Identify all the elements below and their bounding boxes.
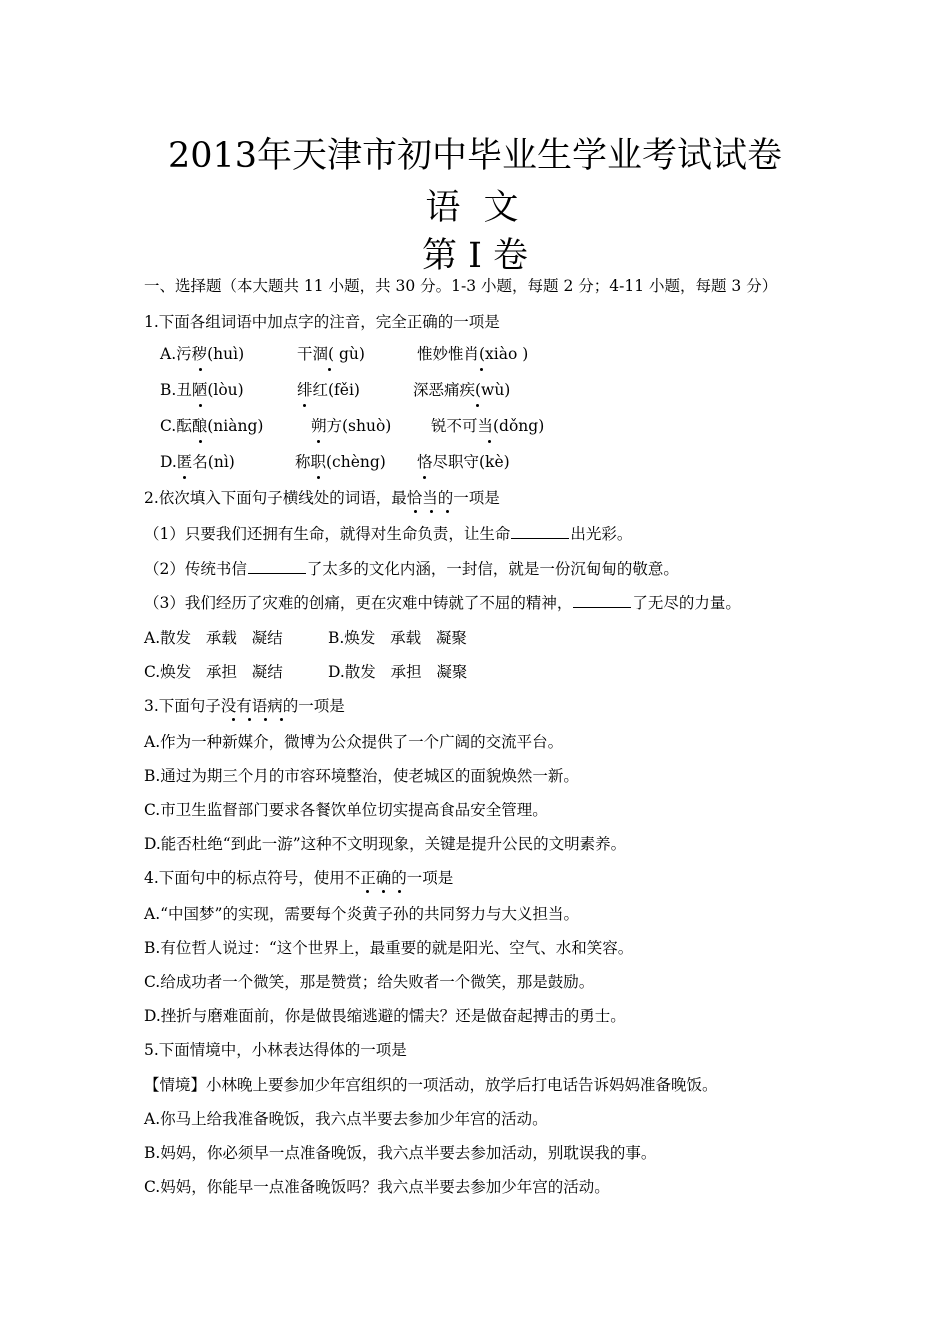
q2-option-d: D.散发 承担 凝聚	[328, 663, 468, 681]
emphasis-dot	[199, 440, 202, 443]
emphasis-dot	[328, 368, 331, 371]
q1-row-a-col3: 惟妙惟肖(xiào )	[417, 345, 529, 363]
volume-title: 第 I 卷	[421, 236, 529, 276]
emphasis-dot	[446, 510, 449, 513]
emphasis-dot	[199, 368, 202, 371]
q4-option-b: B.有位哲人说过：“这个世界上，最重要的就是阳光、空气、水和笑容。	[144, 939, 634, 957]
q1-row-c-col2: 朔方(shuò)	[311, 417, 392, 435]
answer-blank	[573, 593, 631, 608]
emphasis-dot	[430, 510, 433, 513]
emphasis-dot	[398, 890, 401, 893]
q1-row-b-col2: 绯红(fěi)	[297, 381, 360, 399]
q2-sentence-3: （3）我们经历了灾难的创痛，更在灾难中铸就了不屈的精神， 了无尽的力量。	[144, 594, 741, 612]
q5-option-b: B.妈妈，你必须早一点准备晚饭，我六点半要去参加活动，别耽误我的事。	[144, 1144, 657, 1162]
q1-row-a-col1: A.污秽(huì)	[160, 345, 245, 363]
answer-blank	[248, 559, 306, 574]
q2-option-b: B.焕发 承载 凝聚	[328, 629, 467, 647]
q3-option-d: D.能否杜绝“到此一游”这种不文明现象，关键是提升公民的文明素养。	[144, 835, 627, 853]
emphasis-dot	[423, 476, 426, 479]
q1-row-c-col1: C.酝酿(niàng)	[160, 417, 264, 435]
q1-row-d-col1: D.匿名(nì)	[160, 453, 235, 471]
q2-option-a: A.散发 承载 凝结	[144, 629, 283, 647]
subject-title: 语 文	[425, 188, 525, 228]
answer-blank	[511, 524, 569, 539]
emphasis-dot	[488, 440, 491, 443]
emphasis-dot	[280, 718, 283, 721]
emphasis-dot	[303, 404, 306, 407]
q5-stem: 5.下面情境中，小林表达得体的一项是	[144, 1041, 407, 1059]
emphasis-dot	[199, 404, 202, 407]
q3-stem: 3.下面句子没有语病的一项是	[144, 697, 345, 715]
emphasis-dot	[480, 368, 483, 371]
q1-row-a-col2: 干涸( gù)	[297, 345, 365, 363]
emphasis-dot	[264, 718, 267, 721]
q2-sentence-2: （2）传统书信 了太多的文化内涵，一封信，就是一份沉甸甸的敬意。	[144, 560, 679, 578]
q1-row-b-col1: B.丑陋(lòu)	[160, 381, 244, 399]
q1-stem: 1.下面各组词语中加点字的注音，完全正确的一项是	[144, 313, 500, 331]
q1-row-b-col3: 深恶痛疾(wù)	[413, 381, 511, 399]
q5-context: 【情境】小林晚上要参加少年宫组织的一项活动，放学后打电话告诉妈妈准备晚饭。	[144, 1076, 718, 1094]
q4-stem: 4.下面句中的标点符号，使用不正确的一项是	[144, 869, 454, 887]
q2-sentence-1: （1）只要我们还拥有生命，就得对生命负责，让生命 出光彩。	[144, 525, 633, 543]
q5-option-c: C.妈妈，你能早一点准备晚饭吗？我六点半要去参加少年宫的活动。	[144, 1178, 610, 1196]
emphasis-dot	[183, 476, 186, 479]
emphasis-dot	[382, 890, 385, 893]
q4-option-a: A.“中国梦”的实现，需要每个炎黄子孙的共同努力与大义担当。	[144, 905, 579, 923]
q2-option-c: C.焕发 承担 凝结	[144, 663, 283, 681]
emphasis-dot	[317, 440, 320, 443]
emphasis-dot	[366, 890, 369, 893]
q1-row-d-col3: 恪尽职守(kè)	[417, 453, 510, 471]
emphasis-dot	[414, 510, 417, 513]
exam-title: 2013年天津市初中毕业生学业考试试卷	[167, 136, 783, 176]
q4-option-c: C.给成功者一个微笑，那是赞赏；给失败者一个微笑，那是鼓励。	[144, 973, 595, 991]
section-heading: 一、选择题（本大题共 11 小题，共 30 分。1-3 小题，每题 2 分；4-11 小题，每题 3 分）	[144, 277, 778, 295]
emphasis-dot	[317, 476, 320, 479]
q1-row-c-col3: 锐不可当(dǒng)	[431, 417, 545, 435]
q3-option-b: B.通过为期三个月的市容环境整治，使老城区的面貌焕然一新。	[144, 767, 579, 785]
q1-row-d-col2: 称职(chèng)	[295, 453, 386, 471]
q4-option-d: D.挫折与磨难面前，你是做畏缩逃避的懦夫？还是做奋起搏击的勇士。	[144, 1007, 626, 1025]
q5-option-a: A.你马上给我准备晚饭，我六点半要去参加少年宫的活动。	[144, 1110, 548, 1128]
emphasis-dot	[232, 718, 235, 721]
emphasis-dot	[476, 404, 479, 407]
emphasis-dot	[248, 718, 251, 721]
q2-stem: 2.依次填入下面句子横线处的词语，最恰当的一项是	[144, 489, 500, 507]
q3-option-c: C.市卫生监督部门要求各餐饮单位切实提高食品安全管理。	[144, 801, 548, 819]
q3-option-a: A.作为一种新媒介，微博为公众提供了一个广阔的交流平台。	[144, 733, 564, 751]
